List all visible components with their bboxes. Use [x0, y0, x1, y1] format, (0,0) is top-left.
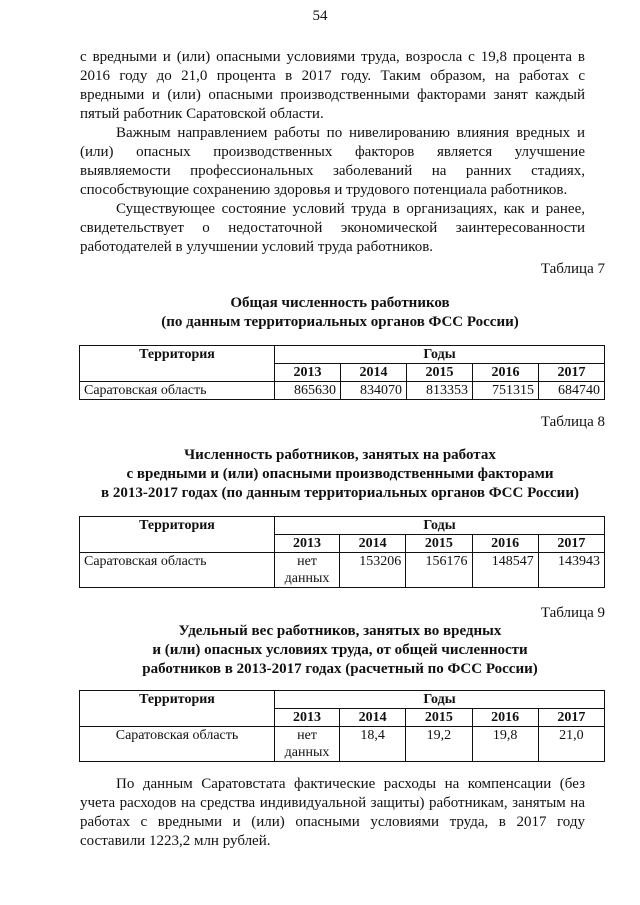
table-cell: нет данных	[275, 727, 340, 762]
table-title-line: в 2013-2017 годах (по данным территориальных органов ФСС России)	[101, 485, 579, 501]
year-header: 2013	[275, 709, 340, 727]
table-cell: 813353	[407, 382, 473, 400]
year-header: 2015	[407, 364, 473, 382]
table-cell: нет данных	[275, 553, 340, 588]
table-cell: 684740	[539, 382, 605, 400]
table-row	[80, 382, 605, 400]
table-cell: 148547	[472, 553, 538, 588]
row-label: Саратовская область	[80, 382, 275, 400]
year-header: 2017	[538, 709, 604, 727]
table-cell: 19,8	[472, 727, 538, 762]
intro-paragraph: Существующее состояние условий труда в организациях, как и ранее, свидетельствует о недостаточной экономической заинтересованности работодателей в улучшении условий труда работников.	[80, 201, 585, 255]
column-header-territory: Территория	[80, 517, 275, 553]
year-header: 2013	[275, 535, 340, 553]
year-header: 2017	[538, 535, 604, 553]
year-header: 2016	[472, 535, 538, 553]
table-title-line: с вредными и (или) опасными производственными факторами	[126, 466, 554, 482]
year-header: 2015	[406, 709, 472, 727]
table-title-line: Численность работников, занятых на работах	[184, 447, 496, 463]
table-title	[70, 446, 610, 503]
year-header: 2016	[473, 364, 539, 382]
column-header-years: Годы	[275, 346, 605, 364]
table-caption: Таблица 7	[540, 261, 605, 277]
column-header-territory: Территория	[80, 691, 275, 727]
column-header-territory: Территория	[80, 346, 275, 382]
table-row	[80, 727, 605, 762]
data-table	[79, 516, 605, 588]
table-cell: 19,2	[406, 727, 472, 762]
intro-paragraph: Важным направлением работы по нивелированию влияния вредных и (или) опасных производственных факторов является улучшение выявляемости профессиональных заболеваний на ранних стадиях, способствующие сохранению здоровья и трудового потенциала работников.	[80, 125, 585, 198]
data-table	[79, 345, 605, 400]
column-header-years: Годы	[275, 517, 605, 535]
table-cell: 153206	[340, 553, 406, 588]
year-header: 2013	[275, 364, 341, 382]
column-header-years: Годы	[275, 691, 605, 709]
table-cell: 21,0	[538, 727, 604, 762]
year-header: 2014	[340, 535, 406, 553]
table-title	[70, 294, 610, 332]
table-title-line: работников в 2013-2017 годах (расчетный по ФСС России)	[142, 661, 538, 677]
intro-paragraph: с вредными и (или) опасными условиями труда, возросла с 19,8 процента в 2016 году до 21,0 процента в 2017 году. Таким образом, на работах с вредными и (или) опасными производственными факторами занят каждый пятый работник Саратовской области.	[80, 49, 585, 122]
table-caption: Таблица 9	[540, 605, 605, 621]
year-header: 2017	[539, 364, 605, 382]
page-number: 54	[312, 8, 328, 24]
table-caption: Таблица 8	[540, 414, 605, 430]
table-cell: 834070	[341, 382, 407, 400]
table-title	[70, 622, 610, 679]
year-header: 2014	[341, 364, 407, 382]
table-cell: 143943	[538, 553, 604, 588]
table-title-line: (по данным территориальных органов ФСС России)	[161, 314, 519, 330]
year-header: 2014	[340, 709, 406, 727]
year-header: 2015	[406, 535, 472, 553]
table-title-line: Общая численность работников	[230, 295, 450, 311]
table-cell: 865630	[275, 382, 341, 400]
table-cell: 18,4	[340, 727, 406, 762]
row-label: Саратовская область	[80, 553, 275, 588]
table-cell: 751315	[473, 382, 539, 400]
row-label: Саратовская область	[80, 727, 275, 762]
table-row	[80, 553, 605, 588]
table-cell: 156176	[406, 553, 472, 588]
data-table	[79, 690, 605, 762]
table-title-line: и (или) опасных условиях труда, от общей численности	[152, 642, 528, 658]
closing-paragraph: По данным Саратовстата фактические расходы на компенсации (без учета расходов на средства индивидуальной защиты) работникам, занятым на работах с вредными и (или) опасными условиями труда, в 2017 году составили 1223,2 млн рублей.	[80, 776, 585, 849]
year-header: 2016	[472, 709, 538, 727]
table-title-line: Удельный вес работников, занятых во вредных	[178, 623, 502, 639]
